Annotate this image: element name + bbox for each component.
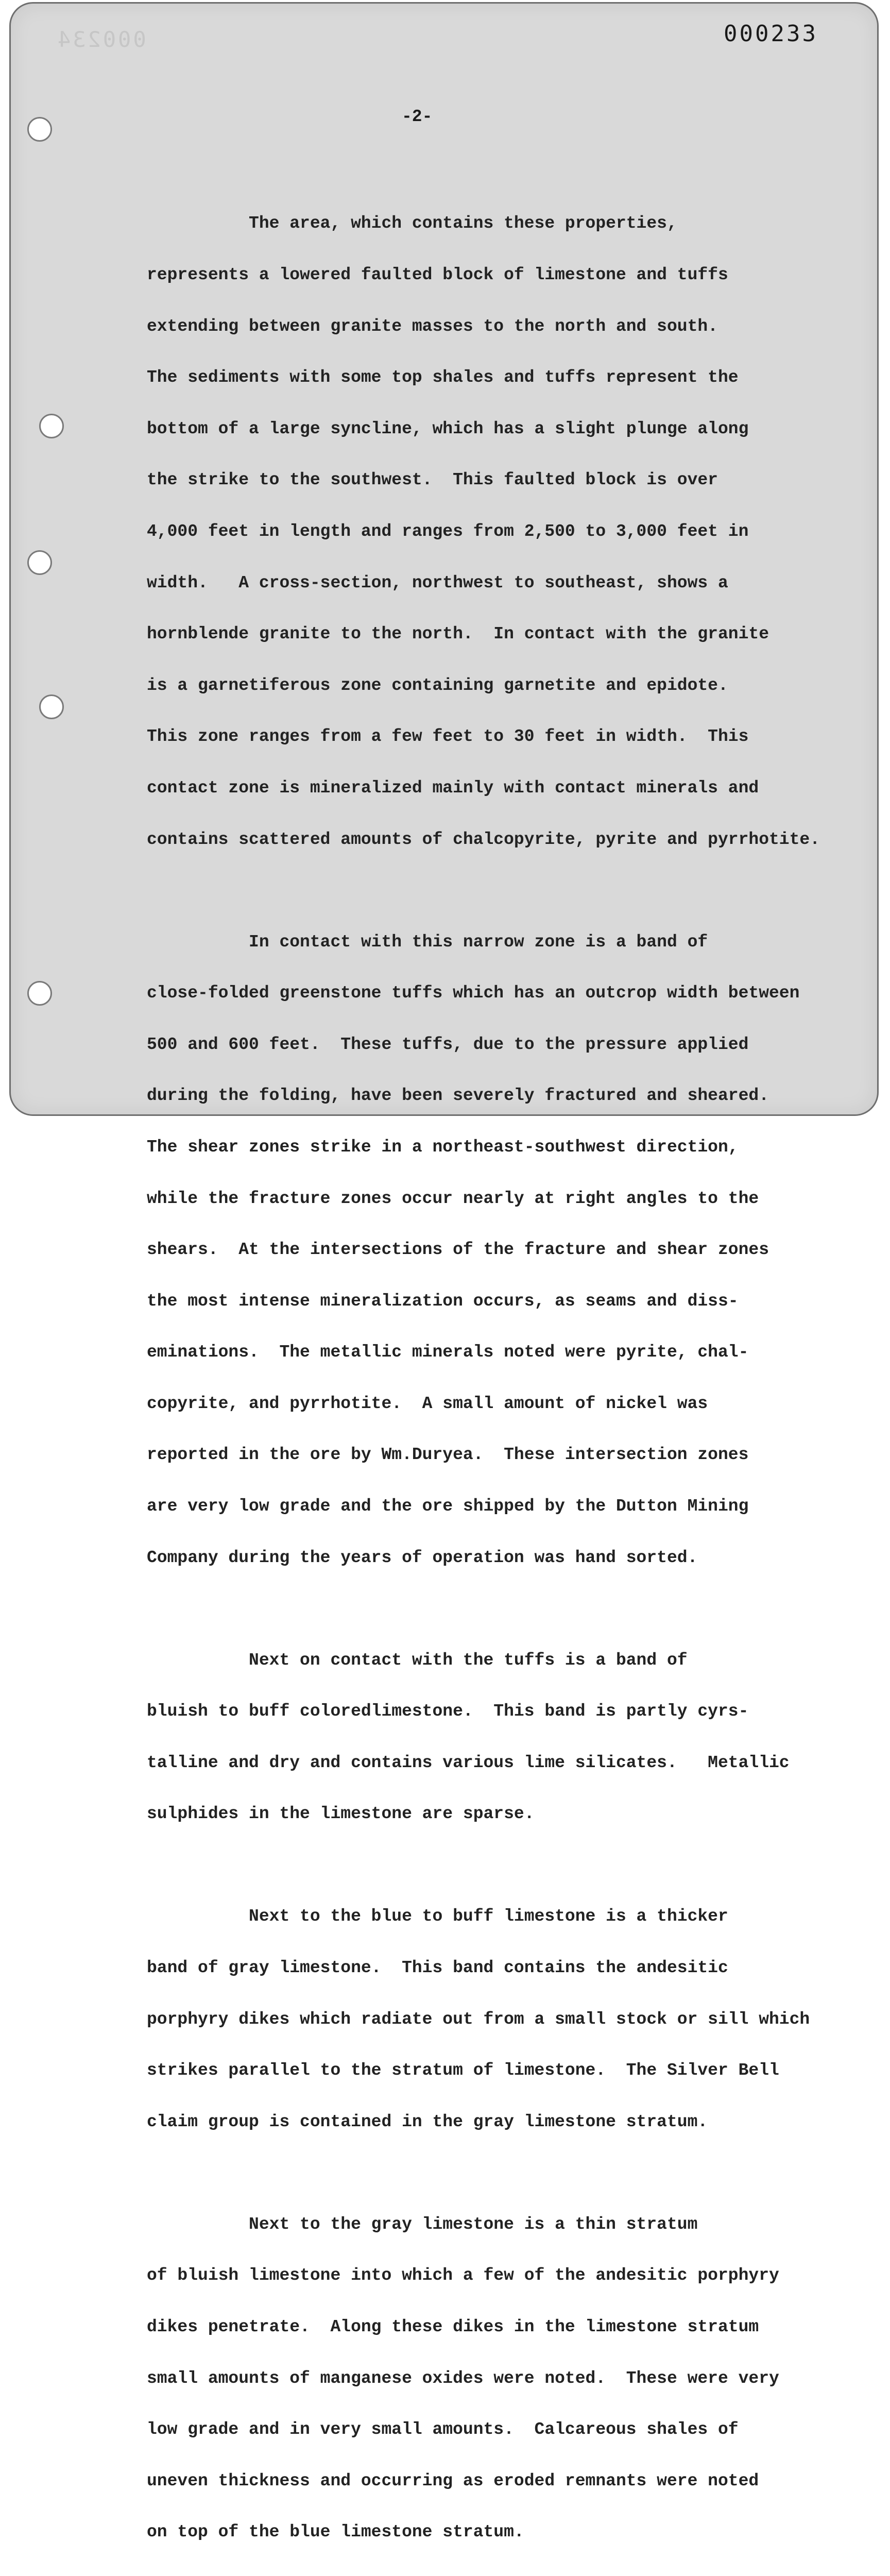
text-line: talline and dry and contains various lime silicates. Metallic	[147, 1753, 790, 1772]
text-line: contact zone is mineralized mainly with contact minerals and	[147, 778, 759, 798]
text-line: reported in the ore by Wm.Duryea. These intersection zones	[147, 1445, 749, 1465]
page-number: -2-	[402, 107, 433, 126]
text-line: represents a lowered faulted block of limestone and tuffs	[147, 265, 728, 284]
paragraph	[147, 181, 847, 882]
text-line: the strike to the southwest. This faulted block is over	[147, 470, 718, 490]
text-line: band of gray limestone. This band contains the andesitic	[147, 1958, 728, 1978]
text-line: is a garnetiferous zone containing garnetite and epidote.	[147, 675, 728, 695]
text-line: small amounts of manganese oxides were noted. These were very	[147, 2368, 779, 2388]
text-line: uneven thickness and occurring as eroded remnants were noted	[147, 2471, 759, 2490]
text-line: while the fracture zones occur nearly at right angles to the	[147, 1189, 759, 1208]
text-line: 500 and 600 feet. These tuffs, due to the pressure applied	[147, 1035, 749, 1054]
text-line: width. A cross-section, northwest to southeast, shows a	[147, 573, 728, 592]
punch-hole	[39, 694, 64, 719]
text-line: This zone ranges from a few feet to 30 feet in width. This	[147, 727, 749, 747]
text-line: shears. At the intersections of the fracture and shear zones	[147, 1240, 769, 1260]
text-line: porphyry dikes which radiate out from a small stock or sill which	[147, 2009, 810, 2029]
text-line: Company during the years of operation was hand sorted.	[147, 1548, 698, 1567]
punch-hole	[27, 981, 52, 1006]
text-line: of bluish limestone into which a few of the andesitic porphyry	[147, 2266, 779, 2285]
text-line: bluish to buff coloredlimestone. This band is partly cyrs-	[147, 1702, 749, 1721]
text-line: are very low grade and the ore shipped by the Dutton Mining	[147, 1497, 749, 1516]
punch-hole	[27, 117, 52, 142]
bleed-through-number: 000234	[56, 27, 146, 52]
text-line: sulphides in the limestone are sparse.	[147, 1804, 535, 1824]
document-body	[147, 181, 847, 2576]
document-number: 000233	[724, 21, 818, 47]
text-line: contains scattered amounts of chalcopyrite, pyrite and pyrrhotite.	[147, 829, 820, 849]
text-line: claim group is contained in the gray limestone stratum.	[147, 2112, 708, 2131]
text-line: Next to the gray limestone is a thin stratum	[147, 2214, 698, 2234]
text-line: eminations. The metallic minerals noted were pyrite, chal-	[147, 1343, 749, 1362]
text-line: the most intense mineralization occurs, as seams and diss-	[147, 1291, 739, 1311]
punch-hole	[39, 414, 64, 438]
text-line: low grade and in very small amounts. Calcareous shales of	[147, 2420, 739, 2439]
text-line: Next on contact with the tuffs is a band of	[147, 1650, 688, 1670]
text-line: The area, which contains these properties,	[147, 214, 677, 233]
text-line: close-folded greenstone tuffs which has an outcrop width between	[147, 984, 800, 1003]
text-line: The sediments with some top shales and tuffs represent the	[147, 368, 739, 387]
paragraph	[147, 899, 847, 1600]
text-line: on top of the blue limestone stratum.	[147, 2522, 524, 2542]
paragraph	[147, 1874, 847, 2164]
paragraph	[147, 1617, 847, 1857]
text-line: bottom of a large syncline, which has a slight plunge along	[147, 419, 749, 438]
text-line: In contact with this narrow zone is a band of	[147, 932, 708, 952]
text-line: 4,000 feet in length and ranges from 2,500 to 3,000 feet in	[147, 521, 749, 541]
text-line: copyrite, and pyrrhotite. A small amount of nickel was	[147, 1394, 708, 1413]
text-line: dikes penetrate. Along these dikes in the limestone stratum	[147, 2317, 759, 2336]
text-line: strikes parallel to the stratum of limestone. The Silver Bell	[147, 2061, 779, 2080]
text-line: Next to the blue to buff limestone is a thicker	[147, 1907, 728, 1926]
punch-hole	[27, 550, 52, 575]
text-line: hornblende granite to the north. In contact with the granite	[147, 624, 769, 644]
paragraph	[147, 2181, 847, 2575]
text-line: extending between granite masses to the north and south.	[147, 316, 718, 336]
text-line: during the folding, have been severely fractured and sheared.	[147, 1086, 769, 1106]
text-line: The shear zones strike in a northeast-southwest direction,	[147, 1137, 739, 1157]
